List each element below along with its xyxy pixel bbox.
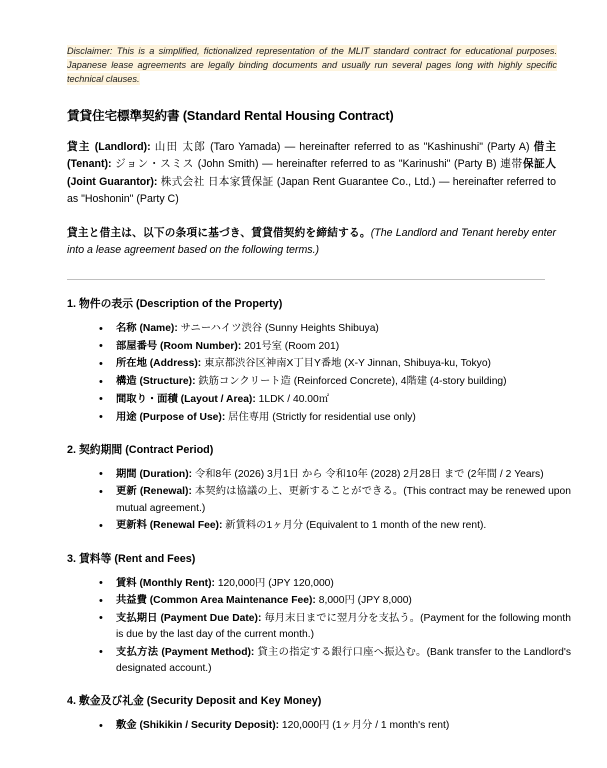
landlord-label: 貸主 (Landlord): [67,140,151,153]
disclaimer-note [67,44,557,87]
list-item-label: 部屋番号 (Room Number): [116,340,242,352]
guarantor-value: 株式会社 日本家賃保証 (Japan Rent Guarantee Co., Ltd.) — hereinafter referred to as "Hoshonin" (Party C) [67,175,556,206]
list-item-value: 居住専用 (Strictly for residential use only) [225,411,416,423]
list-item [98,518,571,534]
section-item-list [67,576,571,678]
list-item [98,410,571,426]
list-item-label: 支払期日 (Payment Due Date): [116,612,262,624]
list-item-value: 120,000円 (1ヶ月分 / 1 month's rent) [279,720,450,732]
list-item [98,645,571,677]
section [67,693,556,734]
list-item-value: 8,000円 (JPY 8,000) [315,595,412,607]
section-heading: 2. 契約期間 (Contract Period) [67,443,214,456]
list-item-label: 更新料 (Renewal Fee): [116,520,223,532]
list-item-value: 東京都渋谷区神南X丁目Y番地 (X-Y Jinnan, Shibuya-ku, Tokyo) [201,358,491,370]
list-item-label: 間取り・面積 (Layout / Area): [116,393,256,405]
list-item-value: 鉄筋コンクリート造 (Reinforced Concrete), 4階建 (4-story building) [195,376,507,388]
list-item [98,392,571,408]
list-item-label: 更新 (Renewal): [116,486,192,498]
list-item-value: 新賃料の1ヶ月分 (Equivalent to 1 month of the new rent). [222,520,487,532]
list-item-label: 用途 (Purpose of Use): [116,411,226,423]
list-item-label: 共益費 (Common Area Maintenance Fee): [116,595,316,607]
section-item-list [67,718,556,734]
agreement-paragraph [67,225,556,259]
tenant-value: ジョン・スミス (John Smith) — hereinafter referred to as "Karinushi" (Party B) 連帯 [111,158,523,171]
list-item-value: サニーハイツ渋谷 (Sunny Heights Shibuya) [177,323,379,335]
guarantor-label: 保証人 (Joint Guarantor): [67,158,557,188]
section-heading: 3. 賃料等 (Rent and Fees) [67,552,196,565]
agreement-japanese: 貸主と借主は、以下の条項に基づき、賃貸借契約を締結する。 [67,226,371,239]
section-item-list [67,321,556,426]
list-item-label: 期間 (Duration): [116,468,193,480]
list-item [98,321,571,337]
list-item [98,467,571,483]
list-item-label: 名称 (Name): [116,323,178,335]
section-item-list [67,467,571,535]
disclaimer-text: Disclaimer: This is a simplified, fictionalized representation of the MLIT standard contract for educational purposes. Japanese lease agreements are legally binding documents and usually run several pages long with highly specific technical clauses. [67,46,557,85]
list-item-value: 120,000円 (JPY 120,000) [214,577,334,589]
landlord-value: 山田 太郎 (Taro Yamada) — hereinafter referred to as "Kashinushi" (Party A) [150,140,534,153]
page-title: 賃貸住宅標準契約書 (Standard Rental Housing Contract) [67,108,394,123]
list-item [98,718,571,734]
list-item-value: 1LDK / 40.00㎡ [255,393,330,405]
sections-container [67,296,571,734]
list-item [98,484,571,516]
section-heading: 4. 敷金及び礼金 (Security Deposit and Key Money) [67,695,322,708]
list-item [98,374,571,390]
list-item-label: 所在地 (Address): [116,358,202,370]
list-item [98,593,571,609]
section [67,296,556,426]
list-item-label: 構造 (Structure): [116,376,196,388]
list-item-value: 貸主の指定する銀行口座へ振込む。(Bank transfer to the Landlord's designated account.) [116,646,571,675]
list-item [98,611,571,643]
section [67,551,571,678]
list-item-label: 賃料 (Monthly Rent): [116,577,215,589]
list-item-label: 敷金 (Shikikin / Security Deposit): [116,720,280,732]
list-item-value: 毎月末日までに翌月分を支払う。(Payment for the following month is due by the last day of the current month.) [116,612,571,641]
section-heading: 1. 物件の表示 (Description of the Property) [67,298,283,311]
list-item-value: 令和8年 (2026) 3月1日 から 令和10年 (2028) 2月28日 まで (2年間 / 2 Years) [192,468,544,480]
list-item [98,339,571,355]
parties-paragraph [67,139,556,209]
section-divider [67,279,545,280]
list-item-value: 201号室 (Room 201) [241,340,340,352]
list-item [98,356,571,372]
tenant-label: 借主 (Tenant): [67,140,557,171]
agreement-english: (The Landlord and Tenant hereby enter into a lease agreement based on the following terms.) [67,226,556,256]
list-item-value: 本契約は協議の上、更新することができる。(This contract may be renewed upon mutual agreement.) [116,486,571,514]
section [67,442,571,535]
list-item [98,576,571,592]
list-item-label: 支払方法 (Payment Method): [116,646,255,658]
